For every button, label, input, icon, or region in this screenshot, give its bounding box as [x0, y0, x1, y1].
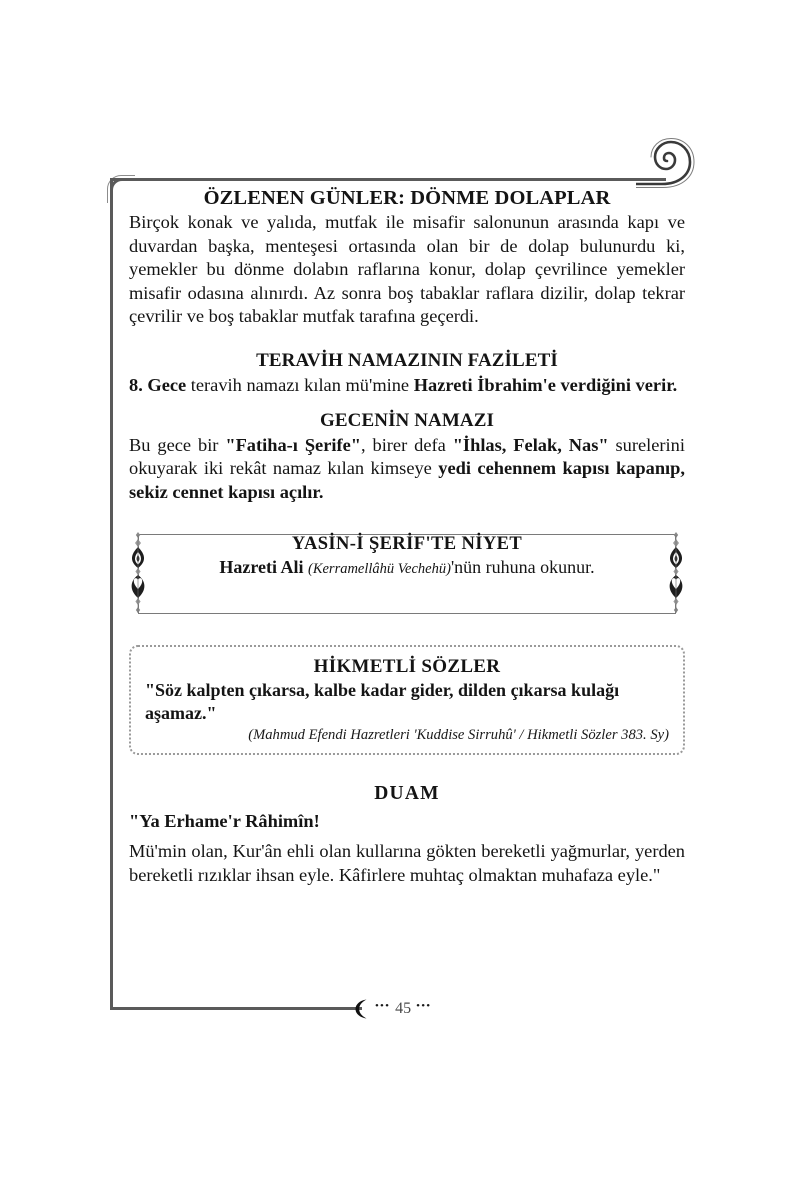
yasin-name: Hazreti Ali: [219, 557, 304, 578]
heading-teravih-namazinin-fazileti: TERAVİH NAMAZININ FAZİLETİ: [256, 350, 558, 372]
yasin-box-content: [129, 534, 685, 578]
yasin-niyet-line: [129, 557, 685, 578]
teravih-text-plain: teravih namazı kılan mü'mine: [186, 374, 414, 395]
gecenin-fatiha: "Fatiha-ı Şerife": [225, 434, 361, 455]
spiral-curl-icon: [636, 128, 706, 192]
hikmetli-source-citation: (Mahmud Efendi Hazretleri 'Kuddise Sirruhû' / Hikmetli Sözler 383. Sy): [248, 727, 669, 744]
gecenin-sureler: "İhlas, Felak, Nas": [452, 434, 609, 455]
page-number: 45: [395, 1000, 412, 1017]
hikmetli-quote-text: "Söz kalpten çıkarsa, kalbe kadar gider, dilden çıkarsa kulağı aşamaz.": [145, 680, 620, 723]
page-content: [129, 186, 685, 887]
spacer: [129, 397, 685, 410]
yasin-niyet-box: [129, 530, 685, 618]
crescent-moon-icon: [352, 998, 370, 1020]
heading-ozlenen-gunler: ÖZLENEN GÜNLER: DÖNME DOLAPLAR: [203, 187, 611, 209]
paragraph-teravih: [129, 374, 685, 397]
hikmetli-sozler-box: [129, 645, 685, 755]
frame-left-edge: [110, 178, 113, 1010]
teravih-night-label: 8. Gece: [129, 374, 187, 395]
page-footer: [352, 996, 431, 1022]
yasin-tail: 'nün ruhuna okunur.: [450, 557, 595, 578]
footer-dots-right: •••: [416, 999, 432, 1012]
frame-top-edge: [110, 178, 666, 181]
heading-hikmetli-sozler: HİKMETLİ SÖZLER: [313, 656, 501, 678]
gecenin-part-6: yedi cehennem kapısı kapanıp, sekiz cennet kapısı açılır.: [129, 458, 685, 502]
paragraph-ozlenen-gunler: Birçok konak ve yalıda, mutfak ile misafir salonunun arasında kapı ve duvardan başka, menteşesi ortasında olan bir de dolap bulunurdu ki, yemekler bu dönme dolabın raflarına konur, dolap çevrilince yemekler misafir odasına alınırdı. Az sonra boş tabaklar raflara dizilir, dolap tekrar çevrilir ve boş tabaklar mutfak tarafına geçerdi.: [129, 212, 685, 326]
yasin-attribution: (Kerramellâhü Vechehü): [307, 561, 451, 578]
gecenin-part-5: surelerini okuyarak iki rekât namaz kılan kimseye: [129, 434, 685, 479]
heading-gecenin-namazi: GECENİN NAMAZI: [320, 410, 494, 432]
gecenin-part-3: , birer defa: [360, 434, 453, 455]
footer-dots-left: •••: [375, 999, 391, 1012]
gecenin-part-1: Bu gece bir: [129, 434, 226, 455]
duam-lead-line: "Ya Erhame'r Râhimîn!: [129, 811, 320, 832]
duam-section: [129, 783, 685, 887]
duam-body-text: Mü'min olan, Kur'ân ehli olan kullarına gökten bereketli yağmurlar, yerden bereketli rızıklar ihsan eyle. Kâfirlere muhtaç olmaktan muhafaza eyle.": [129, 841, 685, 885]
frame-bottom-edge: [110, 1007, 362, 1010]
heading-duam: DUAM: [374, 783, 440, 805]
heading-yasin-serifte-niyet: YASİN-İ ŞERİF'TE NİYET: [291, 534, 523, 555]
paragraph-gecenin-namazi: [129, 434, 685, 504]
teravih-text-bold: Hazreti İbrahim'e verdiğini verir.: [413, 374, 678, 395]
spacer: [129, 328, 685, 350]
